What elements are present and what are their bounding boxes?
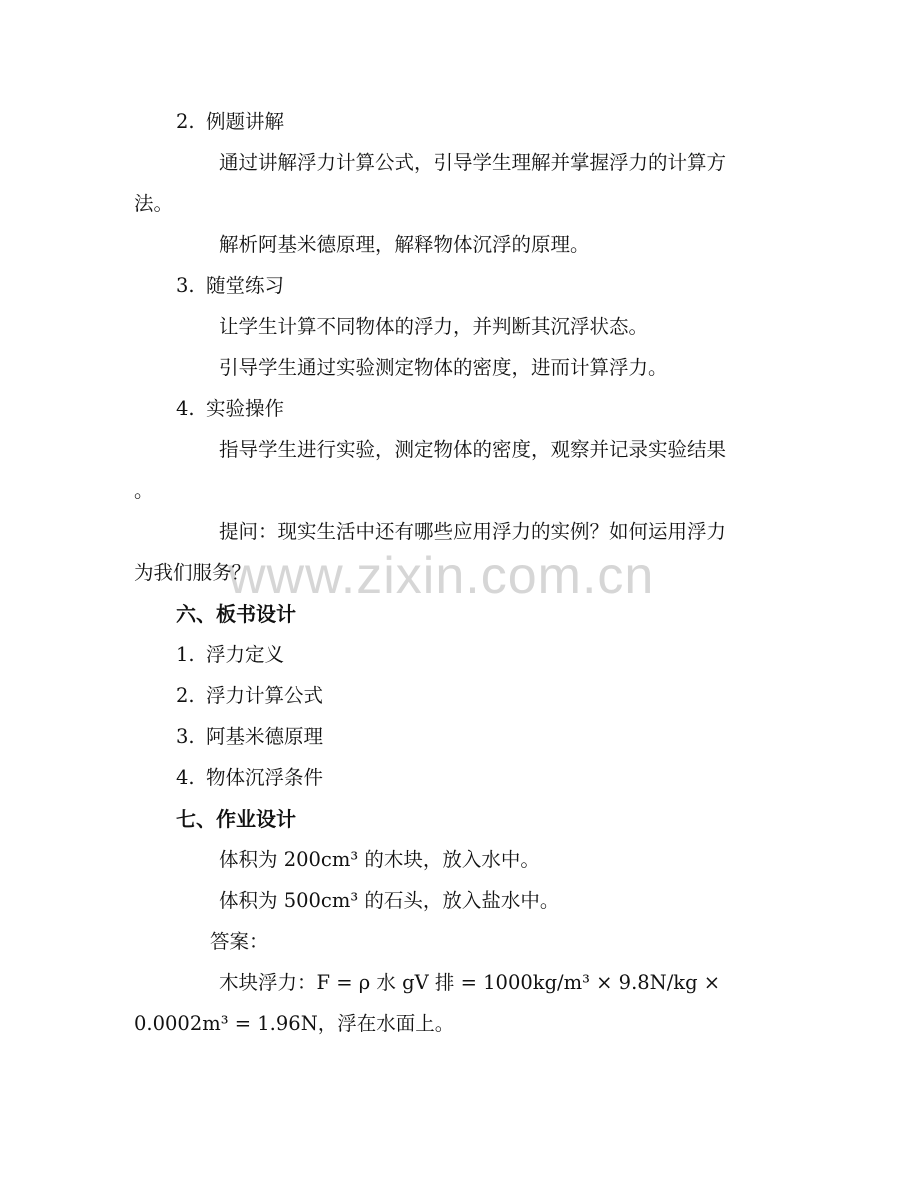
paragraph-line: 法。 bbox=[134, 192, 174, 215]
section-example-heading bbox=[176, 110, 284, 134]
item-number: 4. bbox=[176, 766, 195, 789]
paragraph-line: 指导学生进行实验，测定物体的密度，观察并记录实验结果 bbox=[219, 438, 727, 461]
section-title: 例题讲解 bbox=[206, 110, 285, 133]
section-title: 随堂练习 bbox=[206, 274, 285, 297]
board-design-heading: 六、板书设计 bbox=[176, 602, 296, 626]
item-text: 浮力定义 bbox=[206, 643, 285, 666]
item-number: 3. bbox=[176, 725, 195, 748]
item-text: 阿基米德原理 bbox=[206, 725, 324, 748]
item-number: 2. bbox=[176, 684, 195, 707]
item-number: 1. bbox=[176, 643, 195, 666]
homework-heading: 七、作业设计 bbox=[176, 807, 296, 831]
paragraph-line: 提问：现实生活中还有哪些应用浮力的实例？如何运用浮力 bbox=[219, 520, 727, 543]
section-title: 实验操作 bbox=[206, 397, 285, 420]
section-number: 2. bbox=[176, 110, 195, 133]
answer-line: 0.0002m³ = 1.96N，浮在水面上。 bbox=[134, 1012, 455, 1035]
section-practice-heading bbox=[176, 274, 284, 298]
paragraph-line: 通过讲解浮力计算公式，引导学生理解并掌握浮力的计算方 bbox=[219, 151, 727, 174]
section-number: 3. bbox=[176, 274, 195, 297]
paragraph: 引导学生通过实验测定物体的密度，进而计算浮力。 bbox=[219, 356, 668, 379]
watermark: www.zixin.com.cn bbox=[228, 547, 655, 605]
paragraph-line: 。 bbox=[134, 479, 154, 502]
answer-label: 答案： bbox=[210, 930, 269, 953]
answer-line: 木块浮力：F = ρ 水 gV 排 = 1000kg/m³ × 9.8N/kg × bbox=[219, 971, 721, 994]
section-number: 4. bbox=[176, 397, 195, 420]
list-item bbox=[176, 725, 323, 749]
paragraph-line: 为我们服务？ bbox=[134, 561, 252, 584]
homework-question: 体积为 200cm³ 的木块，放入水中。 bbox=[219, 848, 540, 871]
homework-question: 体积为 500cm³ 的石头，放入盐水中。 bbox=[219, 889, 560, 912]
paragraph: 让学生计算不同物体的浮力，并判断其沉浮状态。 bbox=[219, 315, 649, 338]
item-text: 浮力计算公式 bbox=[206, 684, 324, 707]
list-item bbox=[176, 643, 284, 667]
list-item bbox=[176, 684, 323, 708]
paragraph: 解析阿基米德原理，解释物体沉浮的原理。 bbox=[219, 233, 590, 256]
list-item bbox=[176, 766, 323, 790]
item-text: 物体沉浮条件 bbox=[206, 766, 324, 789]
section-experiment-heading bbox=[176, 397, 284, 421]
